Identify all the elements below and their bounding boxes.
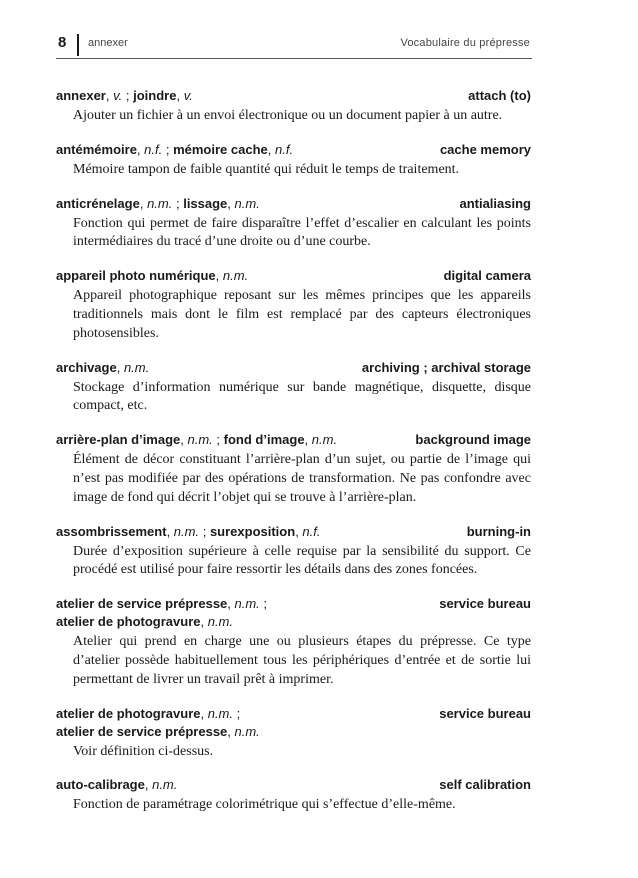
french-term-synonym: atelier de photogravure, n.m. (56, 614, 234, 630)
english-term: attach (to) (468, 88, 531, 103)
english-term: service bureau (439, 705, 531, 721)
english-term: service bureau (439, 596, 531, 612)
entry-definition: Mémoire tampon de faible quantité qui réduit le temps de traitement. (73, 161, 460, 177)
french-term: auto-calibrage, n.m. (56, 777, 178, 793)
glossary-entry (56, 359, 531, 417)
entry-definition: Voir définition ci-dessus. (73, 743, 214, 759)
entry-head (56, 431, 531, 449)
entry-definition: Fonction de paramétrage colorimétrique qui s’effectue d’elle-même. (73, 797, 456, 813)
english-term: background image (415, 432, 531, 448)
french-term-synonym: atelier de service prépresse, n.m. (56, 723, 260, 739)
entry-definition: Élément de décor constituant l’arrière-plan d’un sujet, ou partie de l’image qui n’est pas modifiée par des opérations de transformation. Ne pas confondre avec image de fond qui décrit l’objet qui se trouve à l’arrière-plan. (73, 452, 531, 505)
english-term: cache memory (439, 141, 531, 157)
glossary-entry (56, 141, 531, 180)
entry-head-second-line (56, 723, 531, 741)
glossary-entries (56, 87, 531, 830)
entry-definition: Appareil photographique reposant sur les mêmes principes que les appareils traditionnels mais dont le film est remplacé par des capteurs électroniques photosensibles. (73, 288, 531, 341)
glossary-entry (56, 705, 531, 762)
entry-head (56, 267, 531, 285)
french-term: atelier de photogravure, n.m. ; (56, 705, 241, 721)
glossary-entry (56, 595, 531, 689)
running-book-title: Vocabulaire du prépresse (400, 37, 530, 49)
entry-head-second-line (56, 613, 531, 631)
entry-definition: Durée d’exposition supérieure à celle requise par la sensibilité du support. Ce procédé est utilisé pour faire ressortir les détails dans des zones foncées. (73, 543, 531, 578)
entry-head (56, 776, 531, 794)
glossary-entry (56, 267, 531, 343)
french-term: antémémoire, n.f. ; mémoire cache, n.f. (56, 141, 294, 157)
english-term: burning-in (466, 523, 531, 539)
entry-head (56, 87, 531, 105)
entry-definition: Stockage d’information numérique sur bande magnétique, disquette, disque compact, etc. (73, 379, 531, 414)
entry-definition: Ajouter un fichier à un envoi électronique ou un document papier à un autre. (73, 108, 503, 123)
running-section-title: annexer (88, 37, 128, 49)
entry-head (56, 523, 531, 541)
french-term: arrière-plan d’image, n.m. ; fond d’image, n.m. (56, 432, 338, 448)
english-term: digital camera (443, 268, 531, 284)
french-term: annexer, v. ; joindre, v. (56, 88, 193, 103)
glossary-entry (56, 431, 531, 507)
french-term: assombrissement, n.m. ; surexposition, n.f. (56, 523, 321, 539)
entry-head (56, 595, 531, 613)
french-term: archivage, n.m. (56, 359, 150, 375)
glossary-entry (56, 776, 531, 815)
french-term: anticrénelage, n.m. ; lissage, n.m. (56, 195, 260, 211)
entry-definition: Atelier qui prend en charge une ou plusieurs étapes du prépresse. Ce type d’atelier possède habituellement tous les périphériques d’entrée et de sortie lui permettant de livrer un travail prêt à imprimer. (73, 634, 531, 687)
page-header (56, 34, 532, 59)
entry-head (56, 359, 531, 377)
french-term: appareil photo numérique, n.m. (56, 268, 249, 284)
glossary-entry (56, 195, 531, 253)
entry-head (56, 195, 531, 213)
glossary-entry (56, 87, 531, 126)
french-term: atelier de service prépresse, n.m. ; (56, 596, 268, 612)
glossary-entry (56, 523, 531, 581)
entry-definition: Fonction qui permet de faire disparaître l’effet d’escalier en calculant les points intermédiaires du tracé d’une droite ou d’une courbe. (73, 215, 531, 250)
entry-head (56, 141, 531, 159)
english-term: antialiasing (459, 195, 531, 211)
header-divider (77, 34, 79, 56)
english-term: self calibration (439, 777, 531, 793)
page-number: 8 (58, 34, 67, 51)
entry-head (56, 705, 531, 723)
english-term: archiving ; archival storage (361, 359, 531, 375)
